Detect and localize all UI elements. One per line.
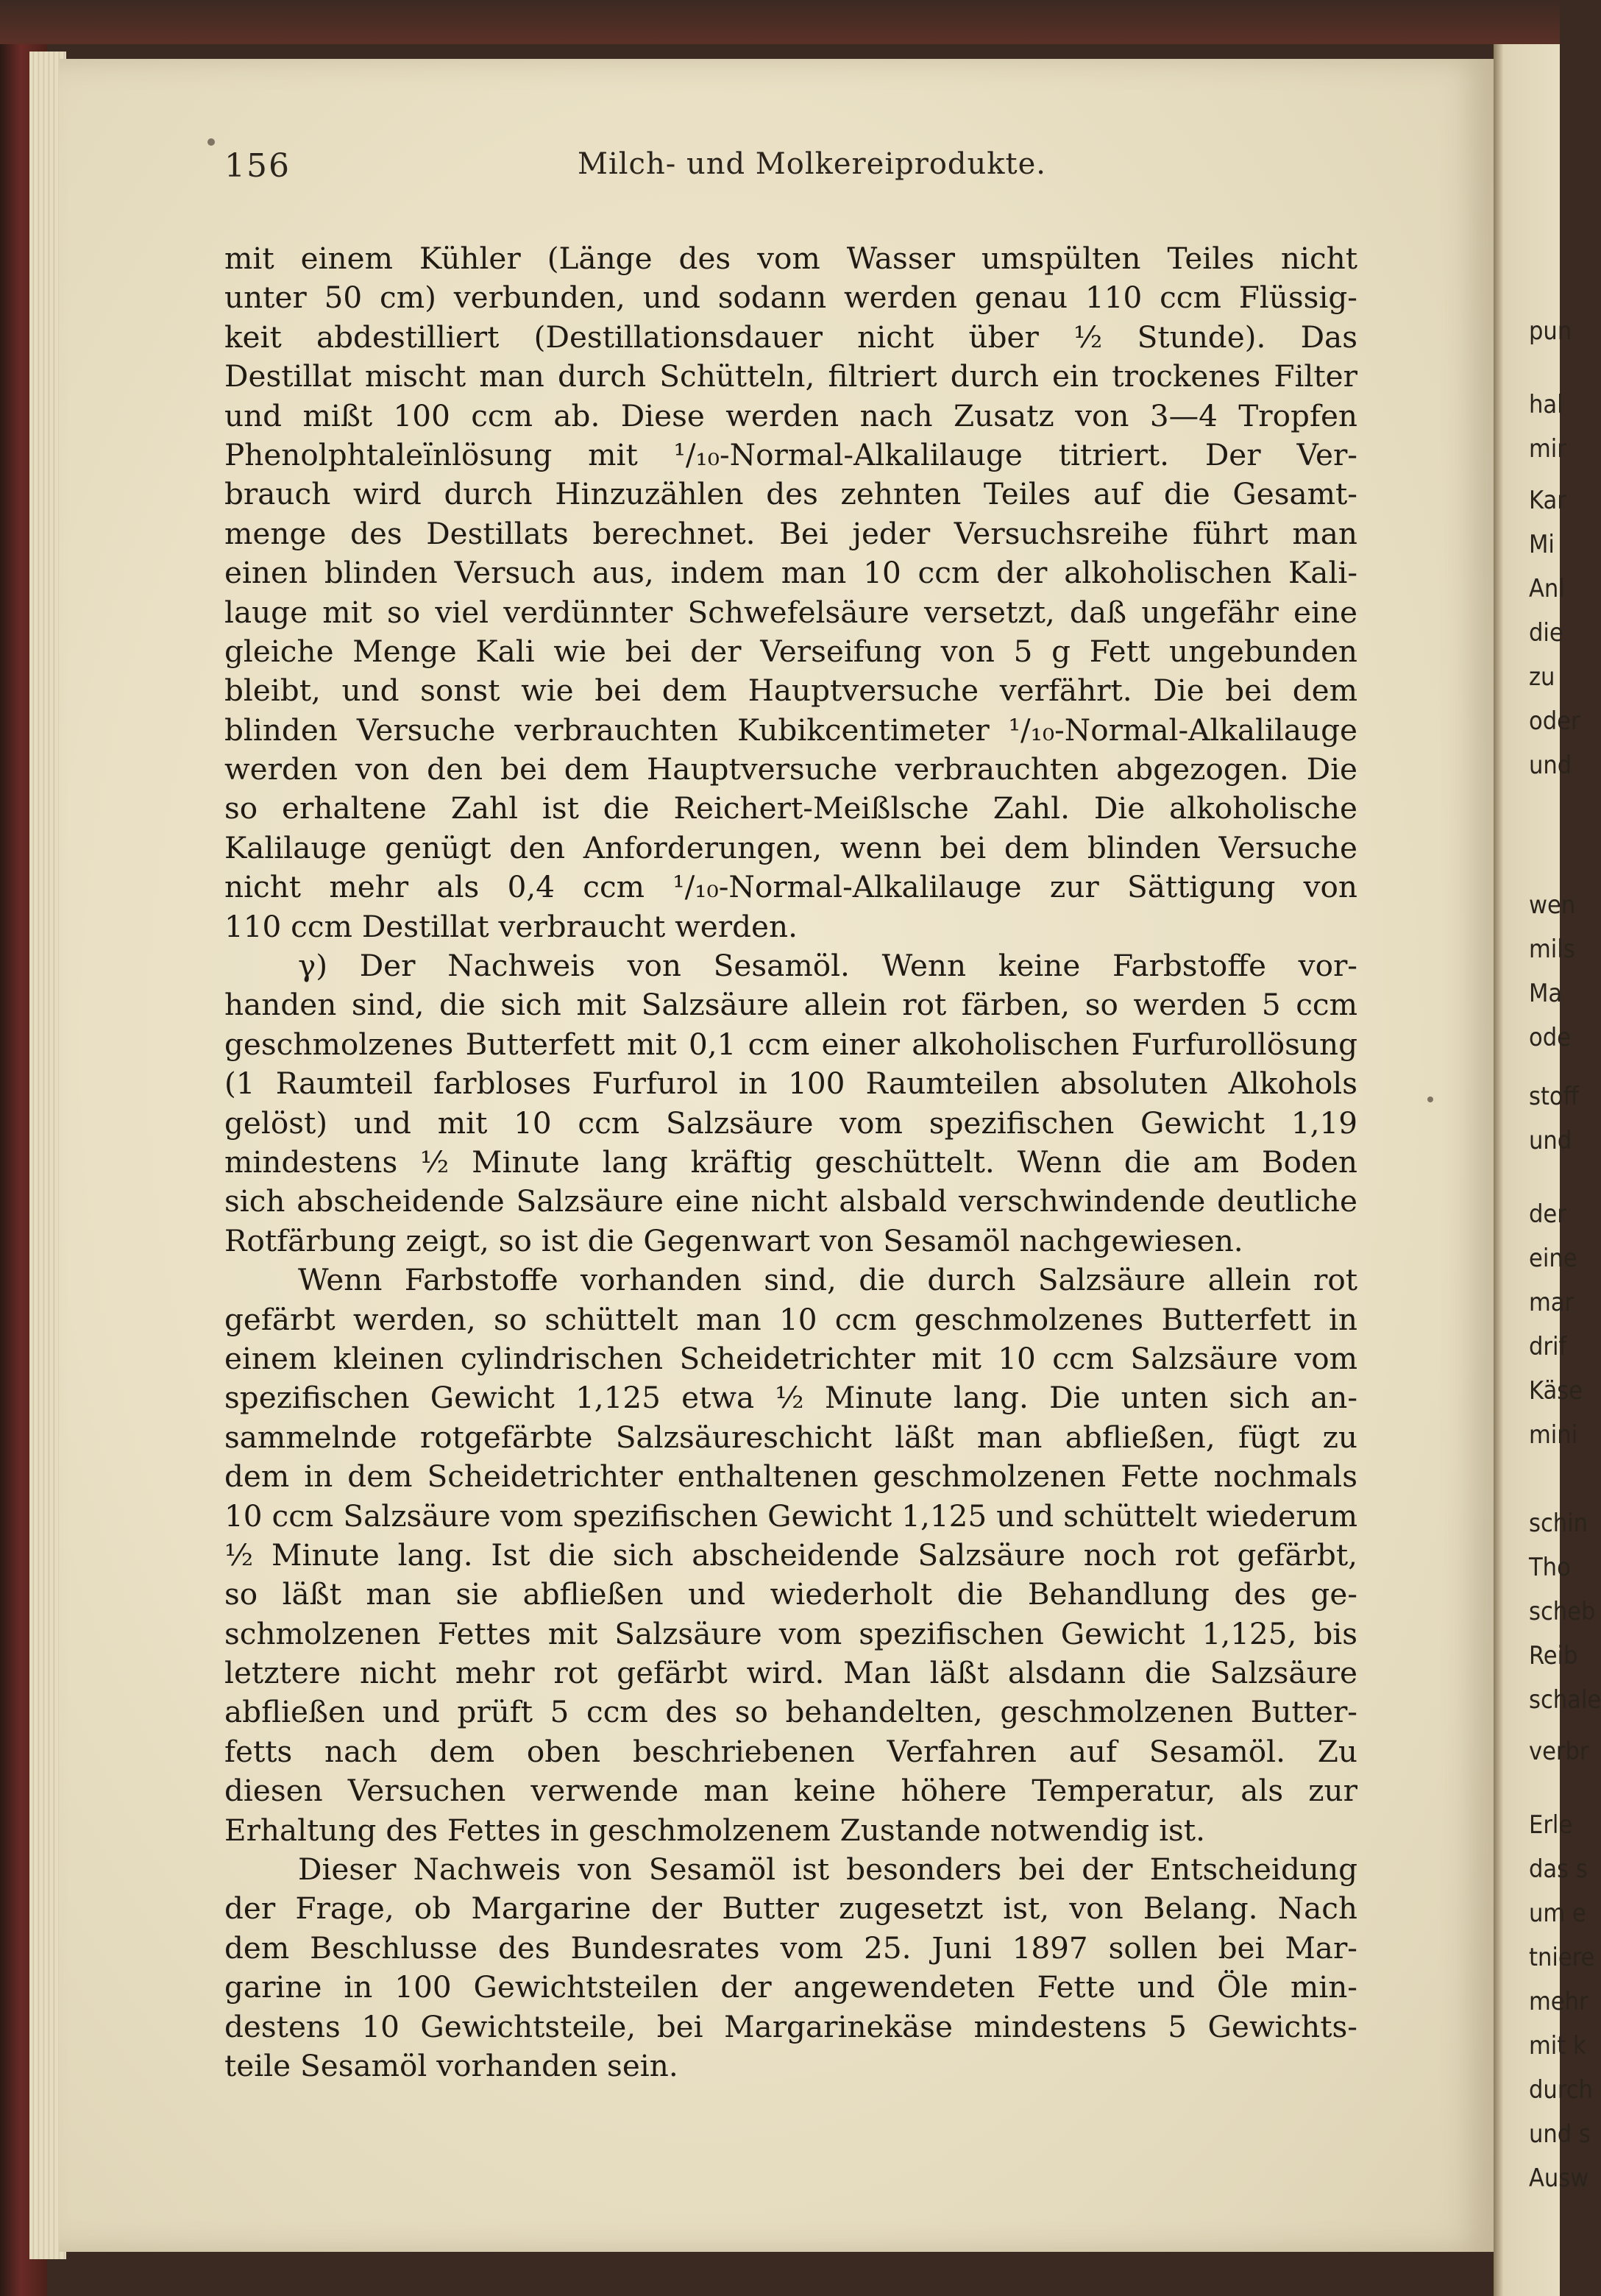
ink-speck bbox=[207, 138, 215, 146]
text-line: Phenolphtaleïnlösung mit ¹/₁₀-Normal-Alkalilauge titriert. Der Ver- bbox=[224, 436, 1357, 472]
text-line: mindestens ½ Minute lang kräftig geschüttelt. Wenn die am Boden bbox=[224, 1144, 1357, 1180]
adjacent-page-fragment: schale bbox=[1529, 1685, 1601, 1715]
text-line: lauge mit so viel verdünnter Schwefelsäure versetzt, daß ungefähr eine bbox=[224, 594, 1357, 630]
text-line: sammelnde rotgefärbte Salzsäureschicht läßt man abfließen, fügt zu bbox=[224, 1419, 1357, 1455]
adjacent-page-fragment: mir bbox=[1529, 434, 1566, 464]
adjacent-page-fragment: Mi bbox=[1529, 530, 1555, 559]
text-line: 10 ccm Salzsäure vom spezifischen Gewicht 1,125 und schüttelt wiederum bbox=[224, 1498, 1357, 1534]
text-line: und mißt 100 ccm ab. Diese werden nach Zusatz von 3—4 Tropfen bbox=[224, 397, 1357, 433]
adjacent-page-fragment: eine bbox=[1529, 1244, 1577, 1273]
adjacent-page-fragment: pun bbox=[1529, 316, 1572, 346]
text-line: schmolzenen Fettes mit Salzsäure vom spezifischen Gewicht 1,125, bis bbox=[224, 1615, 1357, 1651]
text-line: mit einem Kühler (Länge des vom Wasser umspülten Teiles nicht bbox=[224, 241, 1357, 276]
adjacent-page-fragment: mit k bbox=[1529, 2031, 1586, 2061]
text-line: der Frage, ob Margarine der Butter zugesetzt ist, von Belang. Nach bbox=[224, 1891, 1357, 1927]
text-line: spezifischen Gewicht 1,125 etwa ½ Minute lang. Die unten sich an- bbox=[224, 1380, 1357, 1416]
adjacent-page-fragment: scheb bbox=[1529, 1597, 1596, 1626]
adjacent-page-fragment: die bbox=[1529, 618, 1563, 648]
text-line: teile Sesamöl vorhanden sein. bbox=[224, 2047, 678, 2083]
text-line: gefärbt werden, so schüttelt man 10 ccm geschmolzenes Butterfett in bbox=[224, 1301, 1357, 1337]
adjacent-page-fragment: Ausw bbox=[1529, 2164, 1589, 2193]
adjacent-page-fragment: wen bbox=[1529, 890, 1576, 920]
body-text bbox=[224, 239, 1357, 2086]
adjacent-page-fragment: Ma bbox=[1529, 979, 1563, 1008]
adjacent-page-fragment: der bbox=[1529, 1200, 1566, 1229]
text-line: einem kleinen cylindrischen Scheidetrichter mit 10 ccm Salzsäure vom bbox=[224, 1340, 1357, 1376]
text-line: geschmolzenes Butterfett mit 0,1 ccm einer alkoholischen Furfurollösung bbox=[224, 1026, 1357, 1062]
text-line: Kalilauge genügt den Anforderungen, wenn bei dem blinden Versuche bbox=[224, 829, 1357, 865]
adjacent-page bbox=[1494, 44, 1601, 2296]
text-line: garine in 100 Gewichtsteilen der angewendeten Fette und Öle min- bbox=[224, 1969, 1357, 2005]
adjacent-page-fragment: mehr bbox=[1529, 1987, 1588, 2016]
text-line: menge des Destillats berechnet. Bei jeder Versuchsreihe führt man bbox=[224, 515, 1357, 551]
page-number: 156 bbox=[224, 147, 291, 185]
adjacent-page-fragment: und s bbox=[1529, 2119, 1591, 2149]
text-line: dem in dem Scheidetrichter enthaltenen geschmolzenen Fette nochmals bbox=[224, 1459, 1357, 1495]
text-line: brauch wird durch Hinzuzählen des zehnten Teiles auf die Gesamt- bbox=[224, 476, 1357, 512]
adjacent-page-fragment: schin bbox=[1529, 1509, 1588, 1538]
adjacent-page-fragment: Kar bbox=[1529, 486, 1566, 515]
adjacent-page-fragment: durch bbox=[1529, 2075, 1593, 2105]
text-line: diesen Versuchen verwende man keine höhere Temperatur, als zur bbox=[224, 1773, 1357, 1809]
adjacent-page-fragment: verbr bbox=[1529, 1737, 1589, 1766]
adjacent-page-fragment: mar bbox=[1529, 1288, 1575, 1317]
adjacent-page-fragment: und bbox=[1529, 1126, 1572, 1155]
adjacent-page-fragment: mils bbox=[1529, 935, 1575, 964]
text-line: sich abscheidende Salzsäure eine nicht alsbald verschwindende deutliche bbox=[224, 1183, 1357, 1219]
adjacent-page-fragment: stoff bbox=[1529, 1082, 1579, 1111]
text-line: werden von den bei dem Hauptversuche verbrauchten abgezogen. Die bbox=[224, 751, 1357, 787]
text-line: nicht mehr als 0,4 ccm ¹/₁₀-Normal-Alkalilauge zur Sättigung von bbox=[224, 869, 1357, 905]
adjacent-page-fragment: ode bbox=[1529, 1023, 1571, 1052]
adjacent-page-fragment: drif bbox=[1529, 1332, 1567, 1361]
text-line: γ) Der Nachweis von Sesamöl. Wenn keine Farbstoffe vor- bbox=[298, 948, 1357, 984]
text-line: handen sind, die sich mit Salzsäure allein rot färben, so werden 5 ccm bbox=[224, 987, 1357, 1023]
text-line: Erhaltung des Fettes in geschmolzenem Zustande notwendig ist. bbox=[224, 1812, 1205, 1848]
running-title: Milch- und Molkereiprodukte. bbox=[578, 147, 1046, 181]
adjacent-page-fragment: Käse bbox=[1529, 1376, 1583, 1406]
ink-speck bbox=[1427, 1096, 1433, 1102]
text-line: Dieser Nachweis von Sesamöl ist besonders bei der Entscheidung bbox=[298, 1852, 1357, 1888]
text-line: destens 10 Gewichtsteile, bei Margarinekäse mindestens 5 Gewichts- bbox=[224, 2008, 1357, 2044]
text-line: fetts nach dem oben beschriebenen Verfahren auf Sesamöl. Zu bbox=[224, 1733, 1357, 1769]
adjacent-page-fragment: tniere bbox=[1529, 1943, 1595, 1972]
adjacent-page-fragment: Erle bbox=[1529, 1810, 1573, 1840]
text-line: keit abdestilliert (Destillationsdauer nicht über ½ Stunde). Das bbox=[224, 319, 1357, 355]
text-line: so erhaltene Zahl ist die Reichert-Meißlsche Zahl. Die alkoholische bbox=[224, 790, 1357, 826]
text-line: einen blinden Versuch aus, indem man 10 ccm der alkoholischen Kali- bbox=[224, 555, 1357, 591]
adjacent-page-fragment: Reib bbox=[1529, 1641, 1578, 1670]
adjacent-page-fragment: oder bbox=[1529, 706, 1580, 736]
text-line: ½ Minute lang. Ist die sich abscheidende Salzsäure noch rot gefärbt, bbox=[224, 1537, 1357, 1573]
book-cover-top-edge bbox=[0, 0, 1560, 44]
text-line: unter 50 cm) verbunden, und sodann werden genau 110 ccm Flüssig- bbox=[224, 280, 1357, 316]
adjacent-page-fragment: um e bbox=[1529, 1899, 1586, 1928]
text-line: Rotfärbung zeigt, so ist die Gegenwart von Sesamöl nachgewiesen. bbox=[224, 1222, 1243, 1258]
adjacent-page-fragment: mini bbox=[1529, 1420, 1578, 1450]
adjacent-page-fragment: zu bbox=[1529, 662, 1555, 692]
adjacent-page-fragment: hal bbox=[1529, 390, 1563, 419]
text-line: (1 Raumteil farbloses Furfurol in 100 Raumteilen absoluten Alkohols bbox=[224, 1066, 1357, 1102]
text-line: gelöst) und mit 10 ccm Salzsäure vom spezifischen Gewicht 1,19 bbox=[224, 1105, 1357, 1141]
text-line: Destillat mischt man durch Schütteln, filtriert durch ein trockenes Filter bbox=[224, 358, 1357, 394]
text-line: gleiche Menge Kali wie bei der Verseifung von 5 g Fett ungebunden bbox=[224, 633, 1357, 669]
adjacent-page-fragment: das s bbox=[1529, 1854, 1588, 1884]
text-line: so läßt man sie abfließen und wiederholt die Behandlung des ge- bbox=[224, 1576, 1357, 1612]
text-line: 110 ccm Destillat verbraucht werden. bbox=[224, 908, 798, 944]
adjacent-page-fragment: Tho bbox=[1529, 1553, 1571, 1582]
text-line: abfließen und prüft 5 ccm des so behandelten, geschmolzenen Butter- bbox=[224, 1694, 1357, 1730]
text-line: blinden Versuche verbrauchten Kubikcentimeter ¹/₁₀-Normal-Alkalilauge bbox=[224, 712, 1357, 748]
text-line: letztere nicht mehr rot gefärbt wird. Man läßt alsdann die Salzsäure bbox=[224, 1655, 1357, 1691]
adjacent-page-fragment: und bbox=[1529, 751, 1572, 780]
text-line: dem Beschlusse des Bundesrates vom 25. Juni 1897 sollen bei Mar- bbox=[224, 1930, 1357, 1966]
adjacent-page-fragment: Anl bbox=[1529, 574, 1565, 603]
running-header bbox=[224, 147, 1357, 191]
text-line: Wenn Farbstoffe vorhanden sind, die durch Salzsäure allein rot bbox=[298, 1262, 1357, 1298]
text-line: bleibt, und sonst wie bei dem Hauptversuche verfährt. Die bei dem bbox=[224, 673, 1357, 709]
